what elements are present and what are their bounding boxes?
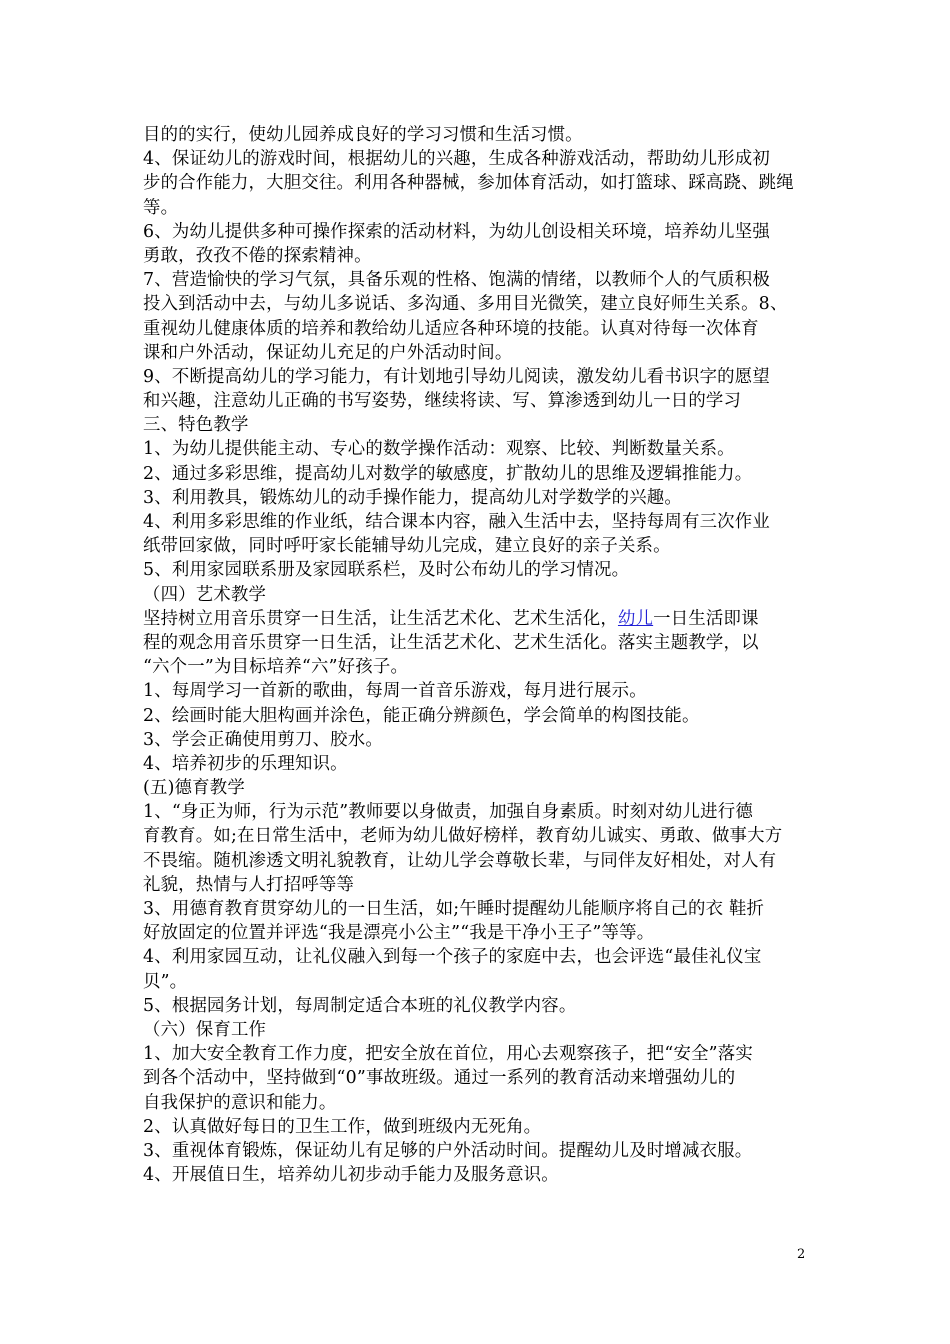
text-line: 4、开展值日生，培养幼儿初步动手能力及服务意识。 <box>143 1165 559 1186</box>
text-line: 贝”。 <box>143 971 188 992</box>
text-line: 到各个活动中，坚持做到“0”事故班级。通过一系列的教育活动来增强幼儿的 <box>143 1068 736 1089</box>
text-line: 勇敢，孜孜不倦的探索精神。 <box>143 245 372 266</box>
text-segment: 一日生活即课 <box>653 608 759 629</box>
text-line: 育教育。如;在日常生活中，老师为幼儿做好榜样，教育幼儿诚实、勇敢、做事大方 <box>143 826 783 847</box>
text-line: 不畏缩。随机渗透文明礼貌教育，让幼儿学会尊敬长辈，与同伴友好相处，对人有 <box>143 850 777 871</box>
text-line: 4、利用家园互动，让礼仪融入到每一个孩子的家庭中去，也会评选“最佳礼仪宝 <box>143 947 762 968</box>
text-line: 3、重视体育锻炼，保证幼儿有足够的户外活动时间。提醒幼儿及时增减衣服。 <box>143 1140 753 1161</box>
text-line: 课和户外活动，保证幼儿充足的户外活动时间。 <box>143 342 513 363</box>
text-line: 1、为幼儿提供能主动、专心的数学操作活动：观察、比较、判断数量关系。 <box>143 439 735 460</box>
text-line: 自我保护的意识和能力。 <box>143 1092 337 1113</box>
text-line: 程的观念用音乐贯穿一日生活，让生活艺术化、艺术生活化。落实主题教学，以 <box>143 632 759 653</box>
text-line: 和兴趣，注意幼儿正确的书写姿势，继续将读、写、算渗透到幼儿一日的学习 <box>143 391 742 412</box>
text-segment: 坚持树立用音乐贯穿一日生活，让生活艺术化、艺术生活化， <box>143 608 618 629</box>
text-line: 重视幼儿健康体质的培养和教给幼儿适应各种环境的技能。认真对待每一次体育 <box>143 318 759 339</box>
text-line: 好放固定的位置并评选“我是漂亮小公主”“我是干净小王子”等等。 <box>143 923 655 944</box>
text-line: 1、“身正为师，行为示范”教师要以身做责，加强自身素质。时刻对幼儿进行德 <box>143 802 753 823</box>
text-line: 3、用德育教育贯穿幼儿的一日生活，如;午睡时提醒幼儿能顺序将自己的衣 鞋折 <box>143 899 765 919</box>
kindergarten-link[interactable]: 幼儿 <box>617 608 654 629</box>
text-line: 9、不断提高幼儿的学习能力，有计划地引导幼儿阅读，激发幼儿看书识字的愿望 <box>143 366 770 387</box>
text-line: 2、认真做好每日的卫生工作，做到班级内无死角。 <box>143 1116 542 1137</box>
text-line: 纸带回家做，同时呼吁家长能辅导幼儿完成，建立良好的亲子关系。 <box>143 536 671 557</box>
text-line: 2、通过多彩思维，提高幼儿对数学的敏感度，扩散幼儿的思维及逻辑推能力。 <box>143 463 753 484</box>
text-line: 1、每周学习一首新的歌曲，每周一首音乐游戏，每月进行展示。 <box>143 681 647 702</box>
document-body <box>143 123 813 1187</box>
text-line: 5、根据园务计划，每周制定适合本班的礼仪教学内容。 <box>143 995 577 1016</box>
text-line: 目的的实行，使幼儿园养成良好的学习习惯和生活习惯。 <box>143 125 583 145</box>
text-line: 3、利用教具，锻炼幼儿的动手操作能力，提高幼儿对学数学的兴趣。 <box>143 487 682 508</box>
text-line-with-link <box>143 607 813 631</box>
text-line: （四）艺术教学 <box>143 584 267 605</box>
text-line: 3、学会正确使用剪刀、胶水。 <box>143 729 383 750</box>
text-line: 三、特色教学 <box>143 415 249 436</box>
text-line: 礼貌，热情与人打招呼等等 <box>143 874 355 895</box>
text-line: (五)德育教学 <box>143 778 245 799</box>
text-line: 5、利用家园联系册及家园联系栏，及时公布幼儿的学习情况。 <box>143 560 630 581</box>
text-line: 投入到活动中去，与幼儿多说话、多沟通、多用目光微笑，建立良好师生关系。8、 <box>143 294 788 315</box>
text-line: 7、营造愉快的学习气氛，具备乐观的性格、饱满的情绪，以教师个人的气质积极 <box>143 270 770 291</box>
page-number: 2 <box>797 1247 806 1262</box>
text-line: 4、利用多彩思维的作业纸，结合课本内容，融入生活中去，坚持每周有三次作业 <box>143 512 770 532</box>
text-line: 步的合作能力，大胆交往。利用各种器械，参加体育活动，如打篮球、踩高跷、跳绳 <box>143 173 794 194</box>
text-line: 4、培养初步的乐理知识。 <box>143 753 348 774</box>
text-line: 2、绘画时能大胆构画并涂色，能正确分辨颜色，学会简单的构图技能。 <box>143 705 700 726</box>
text-line: 等。 <box>143 197 179 218</box>
text-line: 1、加大安全教育工作力度，把安全放在首位，用心去观察孩子，把“安全”落实 <box>143 1044 753 1065</box>
text-line: 6、为幼儿提供多种可操作探索的活动材料，为幼儿创设相关环境，培养幼儿坚强 <box>143 221 770 242</box>
text-line: （六）保育工作 <box>143 1019 267 1040</box>
text-line: “六个一”为目标培养“六”好孩子。 <box>143 657 409 678</box>
text-line: 4、保证幼儿的游戏时间，根据幼儿的兴趣，生成各种游戏活动，帮助幼儿形成初 <box>143 149 770 170</box>
